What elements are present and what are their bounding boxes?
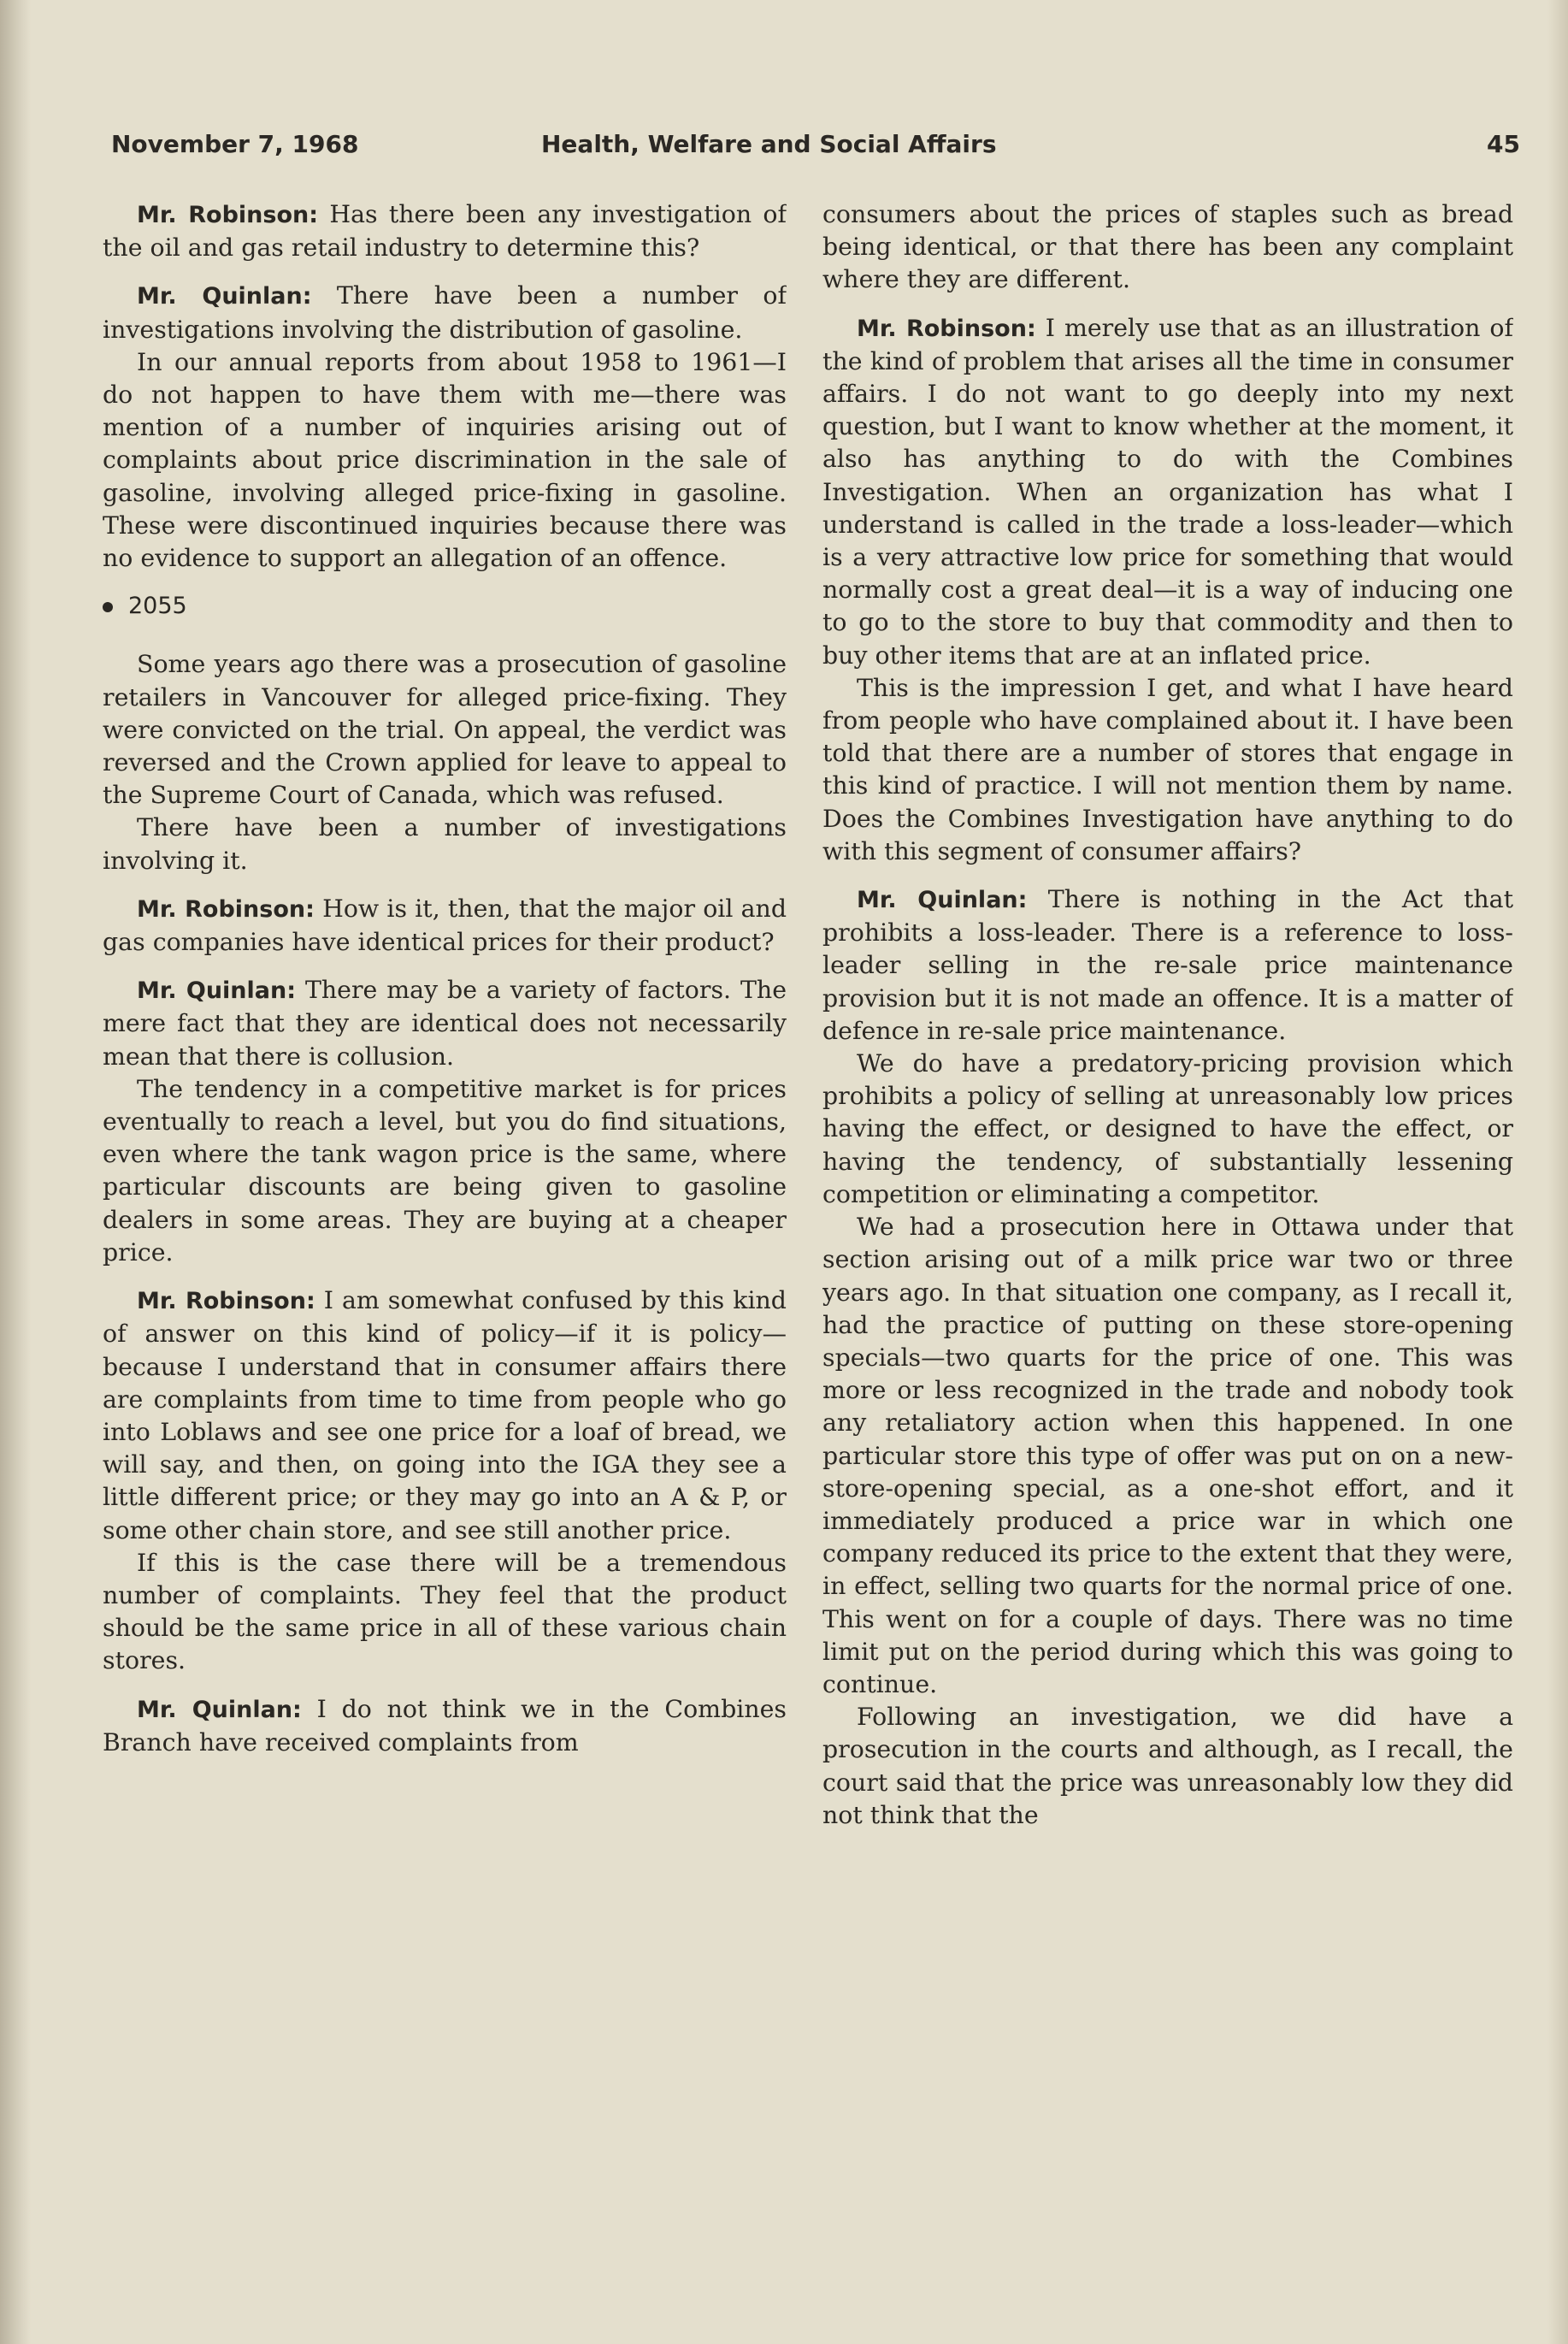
paragraph: We had a prosecution here in Ottawa under that section arising out of a milk price war two or three years ago. In that situation one company, as I recall it, had the practice of putting on these store-opening specials—two quarts for the price of one. This was more or less recognized in the trade and nobody took any retaliatory action when this happened. In one particular store this type of offer was put on on a new-store-opening special, as a one-shot effort, and it immediately produced a price war in which one company reduced its price to the extent that they were, in effect, selling two quarts for the normal price of one. This went on for a couple of days. There was no time limit put on the period during which this was going to continue. [822, 1213, 1513, 1698]
paragraph [103, 1284, 787, 1547]
left-column [103, 198, 787, 2157]
page-edge-shadow [1547, 0, 1568, 2344]
speaker-name: Mr. Robinson: [137, 1288, 315, 1315]
speaker-name: Mr. Quinlan: [857, 887, 1028, 914]
paragraph-text: There have been a number of investigations involving the distribution of gasoline. [103, 281, 787, 344]
speaker-name: Mr. Robinson: [137, 202, 319, 228]
paragraph [103, 893, 787, 959]
paragraph: This is the impression I get, and what I have heard from people who have complained about it. I have been told that there are a number of stores that engage in this kind of practice. I will not mention them by name. Does the Combines Investigation have anything to do with this segment of consumer affairs? [822, 673, 1513, 865]
paragraph [822, 883, 1513, 1048]
paragraph-text: Has there been any investigation of the oil and gas retail industry to determine this? [103, 200, 787, 263]
paragraph [103, 974, 787, 1073]
header-title: Health, Welfare and Social Affairs [541, 130, 997, 158]
paragraph: The tendency in a competitive market is for prices eventually to reach a level, but you do find situations, even where the tank wagon price is the same, where particular discounts are being given to gasoline dealers in some areas. They are buying at a cheaper price. [103, 1074, 787, 1266]
paragraph [103, 1693, 787, 1759]
speaker-name: Mr. Robinson: [137, 895, 315, 923]
book-spine-shadow [0, 0, 31, 2344]
paragraph [103, 280, 787, 345]
paragraph: Following an investigation, we did have a prosecution in the courts and although, as I recall, the court said that the price was unreasonably low they did not think that the [822, 1703, 1513, 1829]
paragraph: There have been a number of investigations involving it. [103, 813, 787, 875]
speaker-name: Mr. Quinlan: [137, 977, 297, 1005]
paragraph-text: I do not think we in the Combines Branch have received complaints from [103, 1694, 787, 1757]
paragraph-text: How is it, then, that the major oil and gas companies have identical prices for their product? [103, 894, 787, 957]
paragraph [822, 312, 1513, 672]
paragraph: consumers about the prices of staples such as bread being identical, or that there has been any complaint where they are different. [822, 200, 1513, 294]
right-column [822, 198, 1513, 2157]
paragraph-text: There is nothing in the Act that prohibits a loss-leader. There is a reference to loss-leader selling in the re-sale price maintenance provision but it is not made an offence. It is a matter of defence in re-sale price maintenance. [822, 885, 1513, 1045]
paragraph: If this is the case there will be a tremendous number of complaints. They feel that the product should be the same price in all of these various chain stores. [103, 1548, 787, 1675]
bullet-icon [103, 602, 113, 612]
running-header [111, 130, 1520, 168]
page-number: 45 [1487, 130, 1520, 158]
paragraph-text: I merely use that as an illustration of the kind of problem that arises all the time in consumer affairs. I do not want to go deeply into my next question, but I want to know whether at the moment, it also has anything to do with the Combines Investigation. When an organization has what I understand is called in the trade a loss-leader—which is a very attractive low price for something that would normally cost a great deal—it is a way of inducing one to go to the store to buy that commodity and then to buy other items that are at an inflated price. [822, 313, 1513, 670]
time-marker [103, 590, 787, 623]
header-date: November 7, 1968 [111, 130, 359, 158]
time-marker-label: 2055 [128, 593, 187, 620]
speaker-name: Mr. Quinlan: [137, 1696, 302, 1723]
paragraph: Some years ago there was a prosecution of gasoline retailers in Vancouver for alleged price-fixing. They were convicted on the trial. On appeal, the verdict was reversed and the Crown applied for leave to appeal to the Supreme Court of Canada, which was refused. [103, 650, 787, 810]
speaker-name: Mr. Robinson: [857, 315, 1036, 342]
paragraph [103, 198, 787, 264]
speaker-name: Mr. Quinlan: [137, 283, 312, 310]
paragraph-text: I am somewhat confused by this kind of answer on this kind of policy—if it is policy—because I understand that in consumer affairs there are complaints from time to time from people who go into Loblaws and see one price for a loaf of bread, we will say, and then, on going into the IGA they see a little different price; or they may go into an A & P, or some other chain store, and see still another price. [103, 1286, 787, 1544]
paragraph: In our annual reports from about 1958 to 1961—I do not happen to have them with me—there was mention of a number of inquiries arising out of complaints about price discrimination in the sale of gasoline, involving alleged price-fixing in gasoline. These were discontinued inquiries because there was no evidence to support an allegation of an offence. [103, 347, 787, 573]
paragraph-text: There may be a variety of factors. The mere fact that they are identical does not necessarily mean that there is collusion. [103, 976, 787, 1071]
paragraph: We do have a predatory-pricing provision which prohibits a policy of selling at unreasonably low prices having the effect, or designed to have the effect, or having the tendency, of substantially lessening competition or eliminating a competitor. [822, 1049, 1513, 1208]
